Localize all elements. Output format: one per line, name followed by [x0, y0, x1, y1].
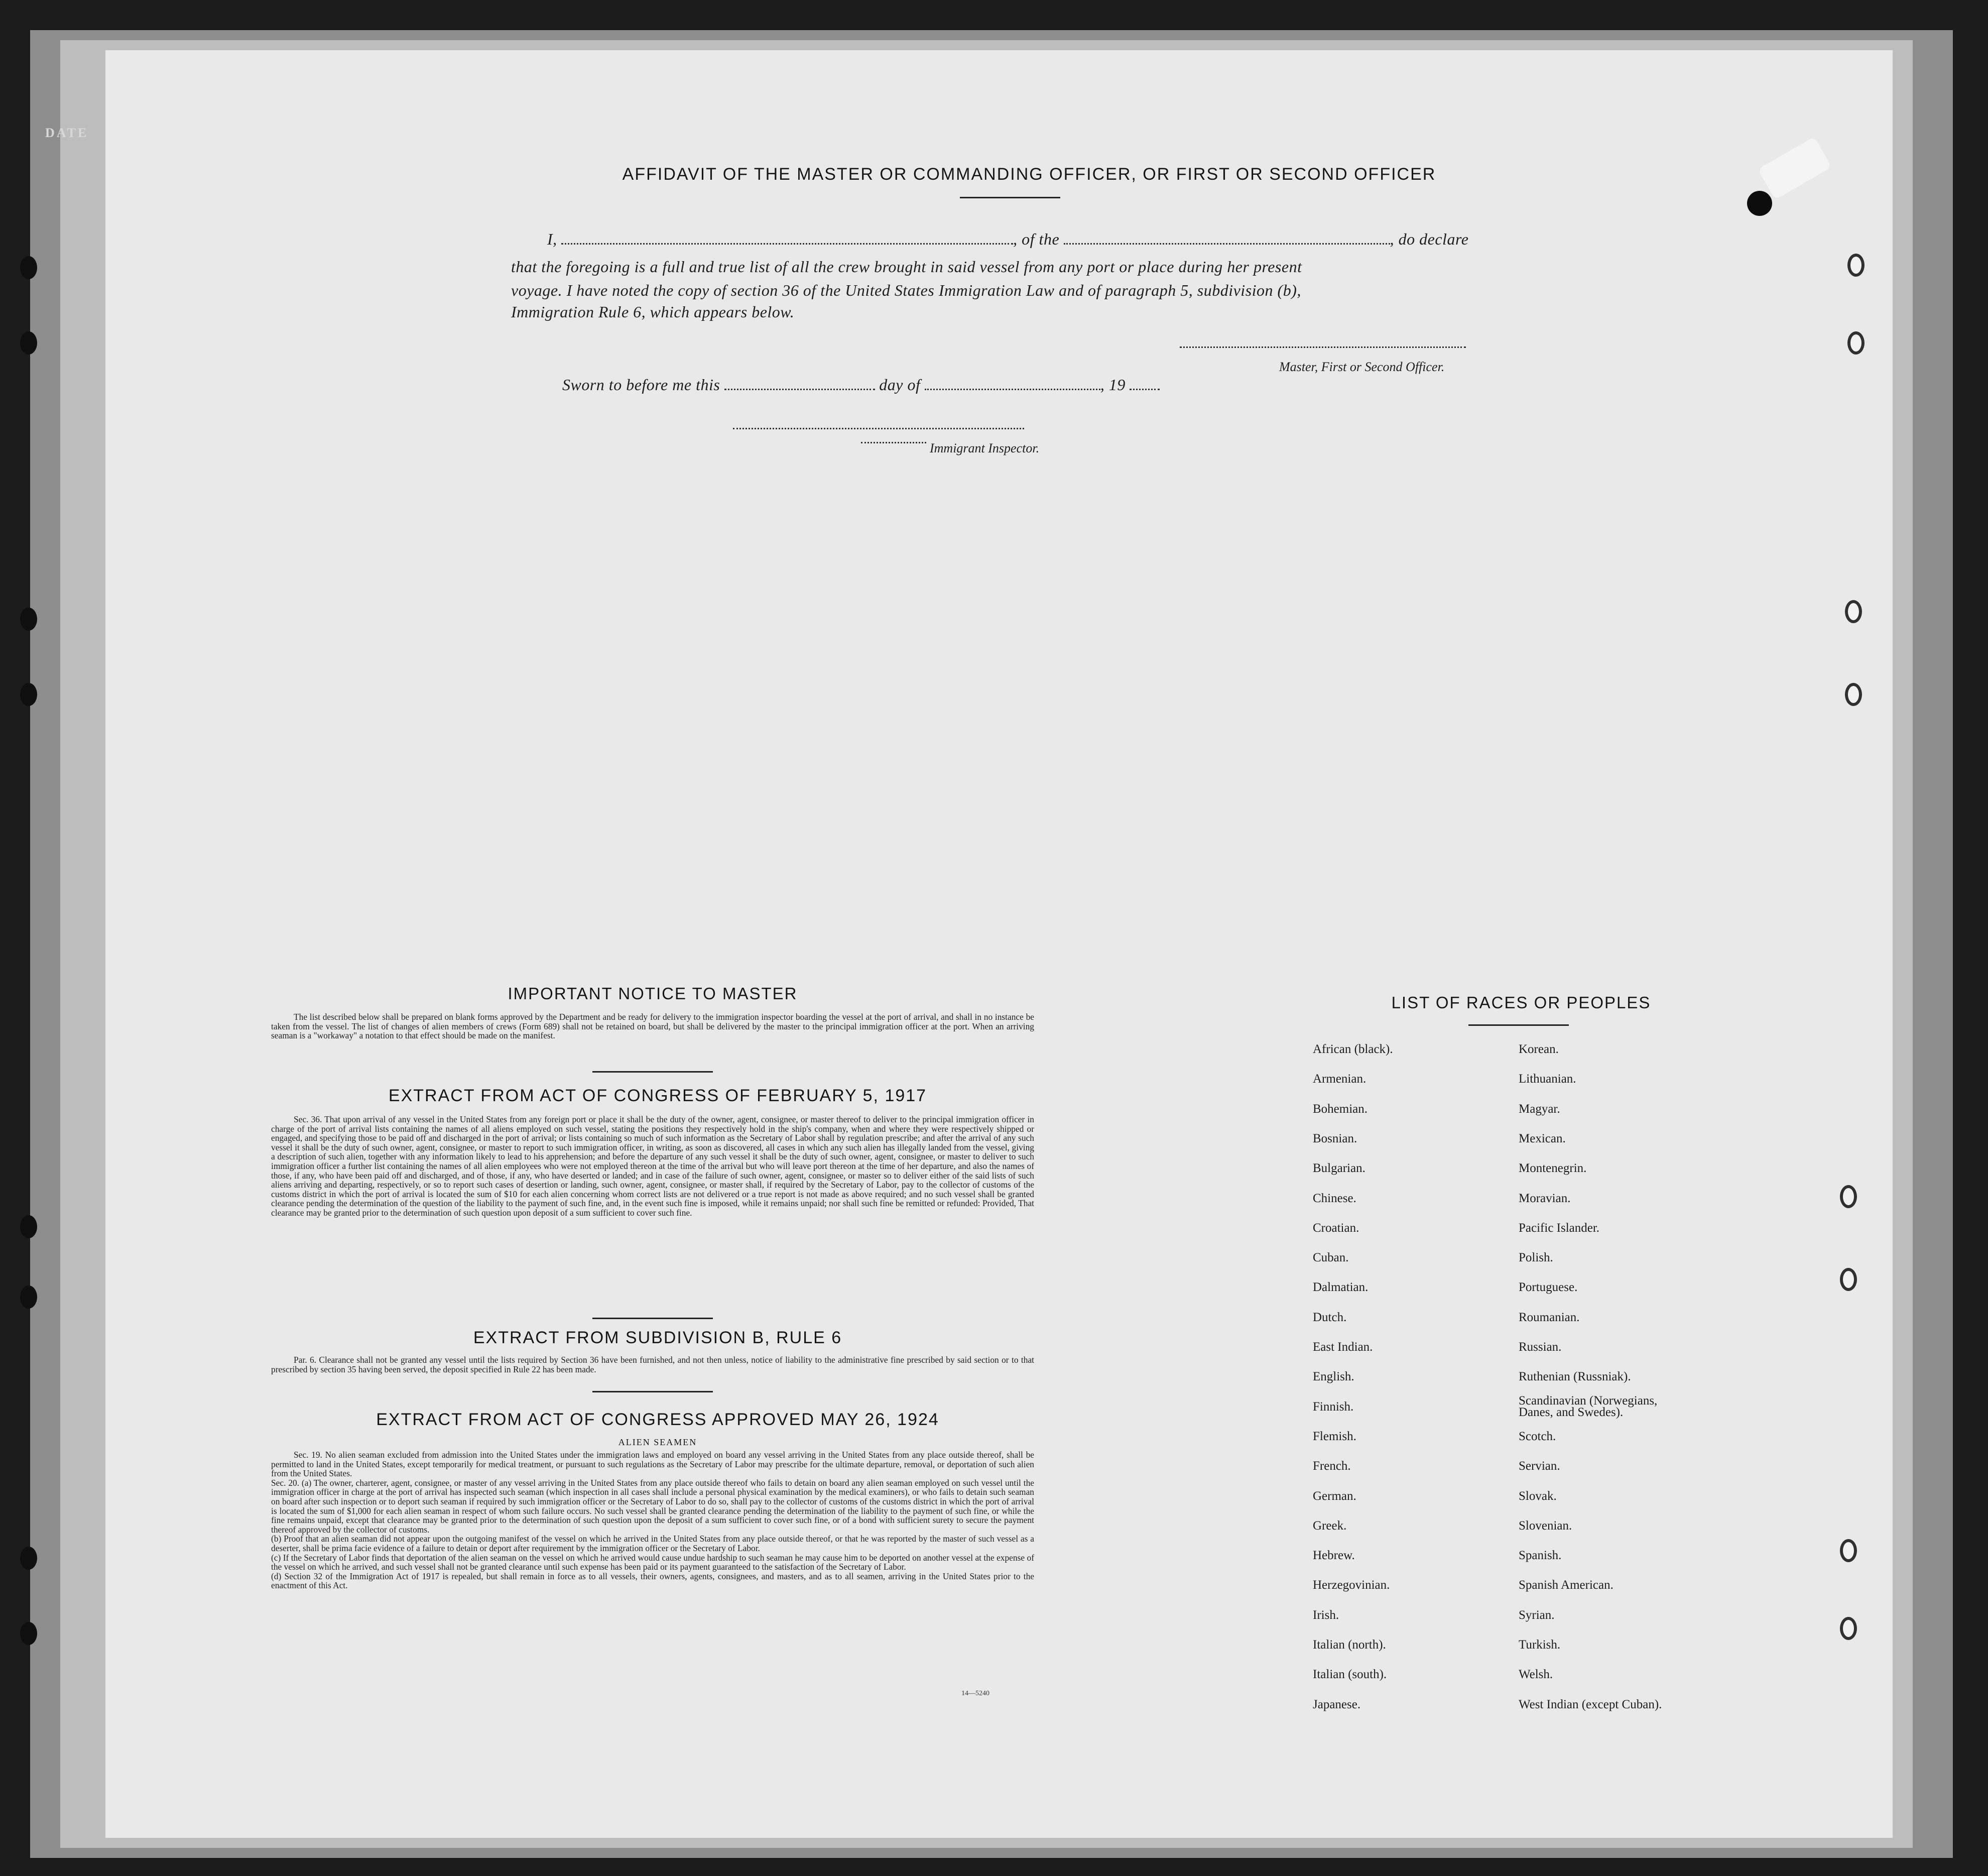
master-signature-line[interactable] [1180, 346, 1466, 348]
sworn-line [562, 376, 1160, 394]
race-item: German. [1313, 1489, 1356, 1503]
race-item: Russian. [1519, 1340, 1562, 1354]
section-rule [592, 1071, 713, 1073]
vessel-blank[interactable] [1064, 231, 1390, 245]
race-item: Syrian. [1519, 1608, 1555, 1622]
race-item: Servian. [1519, 1459, 1560, 1473]
race-item: African (black). [1313, 1042, 1393, 1056]
binder-hole [20, 1285, 37, 1309]
race-item: Chinese. [1313, 1191, 1356, 1205]
race-item: Cuban. [1313, 1251, 1349, 1265]
race-item: Finnish. [1313, 1399, 1354, 1414]
race-item: Slovak. [1519, 1489, 1557, 1503]
race-item: Portuguese. [1519, 1280, 1578, 1295]
affidavit-of-the: , of the [1013, 230, 1060, 248]
race-item: East Indian. [1313, 1340, 1373, 1354]
sworn-year-prefix: , 19 [1100, 376, 1126, 394]
affidavit-line-4: Immigration Rule 6, which appears below. [511, 303, 795, 321]
race-item: Bulgarian. [1313, 1161, 1365, 1176]
race-item: Pacific Islander. [1519, 1221, 1600, 1235]
race-item: Montenegrin. [1519, 1161, 1587, 1176]
race-item: Japanese. [1313, 1697, 1361, 1711]
affidavit-line-2: that the foregoing is a full and true list of all the crew brought in said vessel from any port or place during her present [511, 258, 1302, 276]
race-item: Hebrew. [1313, 1549, 1355, 1563]
inspector-signature-line-2 [861, 442, 926, 443]
extract1-text: Sec. 36. That upon arrival of any vessel in the United States from any foreign port or place it shall be the duty of the owner, agent, consignee, or master thereof to deliver to the principal immigration officer in charge of the port of arrival lists containing the names of all aliens employed on such vessel, stating the positions they respectively hold in the ship's company, when and where they were respectively shipped or engaged, and specifying those to be paid off and discharged in the port of arrival; or lists containing so much of such information as the Secretary of Labor shall by regulation prescribe; and after the arrival of any such vessel it shall be the duty of such owner, agent, consignee, or master to report to such immigration officer, in writing, as soon as discovered, all cases in which any such alien has illegally landed from the vessel, giving a description of such alien, together with any information likely to lead to his apprehension; and before the departure of any such vessel it shall be the duty of such owner, agent, consignee, or master to deliver to such immigration officer a further list containing the names of all alien employees who were not employed thereon at the time of the arrival but who will leave port thereon at the time of her departure, and also the names of those, if any, who have been paid off and discharged, and of those, if any, who have deserted or landed; and in case of the failure of such owner, agent, consignee, or master so to deliver either of the said lists of such aliens arriving and departing, respectively, or so to report such cases of desertion or landing, such owner, agent, consignee, or master shall, if required by the Secretary of Labor, pay to the collector of customs of the customs district in which the port of arrival is located the sum of $10 for each alien concerning whom correct lists are not delivered or a true report is not made as above required; and no such vessel shall be granted clearance pending the determination of the question of the liability to the payment of such fine, and, in the event such fine is imposed, while it remains unpaid; nor shall such fine be remitted or refunded: Provided, That clearance may be granted prior to the determination of such question upon deposit of a sum sufficient to cover such fine. [271, 1114, 1034, 1218]
race-item: Dutch. [1313, 1310, 1347, 1324]
sworn-month-blank[interactable] [925, 377, 1100, 390]
race-item: Croatian. [1313, 1221, 1359, 1235]
affidavit-title: AFFIDAVIT OF THE MASTER OR COMMANDING OFFICER, OR FIRST OR SECOND OFFICER [622, 165, 1436, 184]
affidavit-line-1 [547, 230, 1468, 249]
sworn-day-blank[interactable] [724, 377, 875, 390]
binder-hole [1840, 1268, 1857, 1291]
extract1-title: EXTRACT FROM ACT OF CONGRESS OF FEBRUARY 5, 1917 [388, 1086, 927, 1105]
name-blank[interactable] [561, 231, 1013, 245]
race-item: Turkish. [1519, 1638, 1561, 1652]
binder-hole [1847, 254, 1865, 277]
binder-hole [1840, 1617, 1857, 1640]
race-item: Korean. [1519, 1042, 1559, 1056]
race-item: Spanish American. [1519, 1578, 1613, 1592]
binder-hole [1840, 1185, 1857, 1208]
affidavit-line-3: voyage. I have noted the copy of section 36 of the United States Immigration Law and of paragraph 5, subdivision (b), [511, 281, 1301, 299]
race-item: Greek. [1313, 1518, 1347, 1533]
race-item: English. [1313, 1370, 1354, 1384]
notice-title: IMPORTANT NOTICE TO MASTER [508, 984, 798, 1003]
race-item: Flemish. [1313, 1429, 1356, 1443]
race-item: Welsh. [1519, 1668, 1553, 1682]
notice-text: The list described below shall be prepared on blank forms approved by the Department and be ready for delivery to the immigration inspector boarding the vessel at the port of arrival, and shall in no instance be taken from the vessel. The list of changes of alien members of crews (Form 689) shall not be retained on board, but shall be delivered by the master to the principal immigration officer at the port. When an arriving seaman is a "workaway" a notation to that effect should be made on the manifest. [271, 1012, 1034, 1041]
extract2-title: EXTRACT FROM SUBDIVISION B, RULE 6 [473, 1328, 842, 1347]
race-item: Dalmatian. [1313, 1280, 1369, 1295]
binder-hole [1840, 1539, 1857, 1562]
race-item: Scandinavian (Norwegians, Danes, and Swedes). [1519, 1393, 1658, 1419]
race-item: Bosnian. [1313, 1131, 1357, 1145]
edge-stamp: DATE [45, 126, 89, 140]
race-item: Italian (north). [1313, 1638, 1386, 1652]
race-item: Armenian. [1313, 1072, 1366, 1086]
sworn-year-blank[interactable] [1130, 377, 1160, 390]
binder-hole [1845, 683, 1862, 706]
race-item: Herzegovinian. [1313, 1578, 1390, 1592]
race-item: Scotch. [1519, 1429, 1556, 1443]
race-item: Italian (south). [1313, 1668, 1387, 1682]
section-rule [592, 1318, 713, 1319]
binder-hole [20, 1215, 37, 1238]
race-item: Magyar. [1519, 1102, 1560, 1116]
sworn-day-of: day of [879, 376, 921, 394]
race-item: Bohemian. [1313, 1102, 1368, 1116]
race-item: West Indian (except Cuban). [1519, 1697, 1662, 1711]
race-item: Mexican. [1519, 1131, 1566, 1145]
race-item: Lithuanian. [1519, 1072, 1576, 1086]
race-item: Polish. [1519, 1251, 1553, 1265]
race-item: French. [1313, 1459, 1351, 1473]
binder-hole [20, 256, 37, 279]
affidavit-i: I, [547, 230, 557, 248]
affidavit-title-rule [960, 197, 1060, 198]
races-title-rule [1468, 1024, 1569, 1026]
binder-hole [20, 331, 37, 355]
binder-hole [20, 608, 37, 631]
extract3-text: Sec. 19. No alien seaman excluded from admission into the United States under the immigration laws and employed on board any vessel arriving in the United States from any place outside thereof, shall be permitted to land in the United States, except temporarily for medical treatment, or pursuant to such regulations as the Secretary of Labor may prescribe for the ultimate departure, removal, or deportation of such alien from the United States. Sec. 20. (a) The owner, charterer, agent, consignee, or master of any vessel arriving in the United States from any place outside thereof who fails to detain on board any alien seaman employed on such vessel until the immigration officer in charge at the port of arrival has inspected such seaman (which inspection in all cases shall include a personal physical examination by the medical examiners), or who fails to detain such seaman on board after such inspection or to deport such seaman if required by such immigration officer or the Secretary of Labor to do so, shall pay to the collector of customs of the customs district in which the port of arrival is located the sum of $1,000 for each alien seaman in respect of whom such failure occurs. No such vessel shall be granted clearance pending the determination of the liability to the payment of such fine, or while the fine remains unpaid, except that clearance may be granted prior to the determination of such question upon the deposit of a sum sufficient to cover such fine, or of a bond with sufficient surety to secure the payment thereof approved by the collector of customs. (b) Proof that an alien seaman did not appear upon the outgoing manifest of the vessel on which he arrived in the United States from any place outside thereof, or that he was reported by the master of such vessel as a deserter, shall be prima facie evidence of a failure to detain or deport after requirement by the immigration officer or the Secretary of Labor. (c) If the Secretary of Labor finds that deportation of the alien seaman on the vessel on which he arrived would cause undue hardship to such seaman he may cause him to be deported on another vessel at the expense of the vessel on which he arrived, and such vessel shall not be granted clearance until such expense has been paid or its payment guaranteed to the satisfaction of the Secretary of Labor. (d) Section 32 of the Immigration Act of 1917 is repealed, but shall remain in force as to all vessels, their owners, agents, consignees, and masters, and as to all seamen, arriving in the United States prior to the enactment of this Act. [271, 1450, 1034, 1591]
extract3-subtitle: ALIEN SEAMEN [618, 1437, 697, 1447]
race-item: Ruthenian (Russniak). [1519, 1370, 1631, 1384]
master-signature-label: Master, First or Second Officer. [1279, 360, 1445, 374]
tack [1747, 191, 1772, 216]
binder-hole [1847, 331, 1865, 355]
binder-hole [20, 1622, 37, 1645]
race-item: Slovenian. [1519, 1518, 1572, 1533]
race-item: Spanish. [1519, 1549, 1562, 1563]
binder-hole [1845, 600, 1862, 623]
race-item: Roumanian. [1519, 1310, 1580, 1324]
race-item: Moravian. [1519, 1191, 1571, 1205]
binder-hole [20, 683, 37, 706]
inspector-label: Immigrant Inspector. [930, 441, 1040, 455]
extract3-title: EXTRACT FROM ACT OF CONGRESS APPROVED MAY 26, 1924 [376, 1410, 939, 1429]
races-title: LIST OF RACES OR PEOPLES [1391, 993, 1651, 1012]
section-rule [592, 1391, 713, 1392]
binder-hole [20, 1547, 37, 1570]
extract2-text: Par. 6. Clearance shall not be granted any vessel until the lists required by Section 36 have been furnished, and not then unless, notice of liability to the administrative fine prescribed by said section or to that prescribed by section 35 having been served, the deposit specified in Rule 22 has been made. [271, 1355, 1034, 1374]
race-item: Irish. [1313, 1608, 1339, 1622]
form-number: 14—5240 [961, 1690, 989, 1697]
affidavit-do-declare: , do declare [1390, 230, 1469, 248]
inspector-signature-line[interactable] [733, 428, 1024, 429]
sworn-prefix: Sworn to before me this [562, 376, 720, 394]
